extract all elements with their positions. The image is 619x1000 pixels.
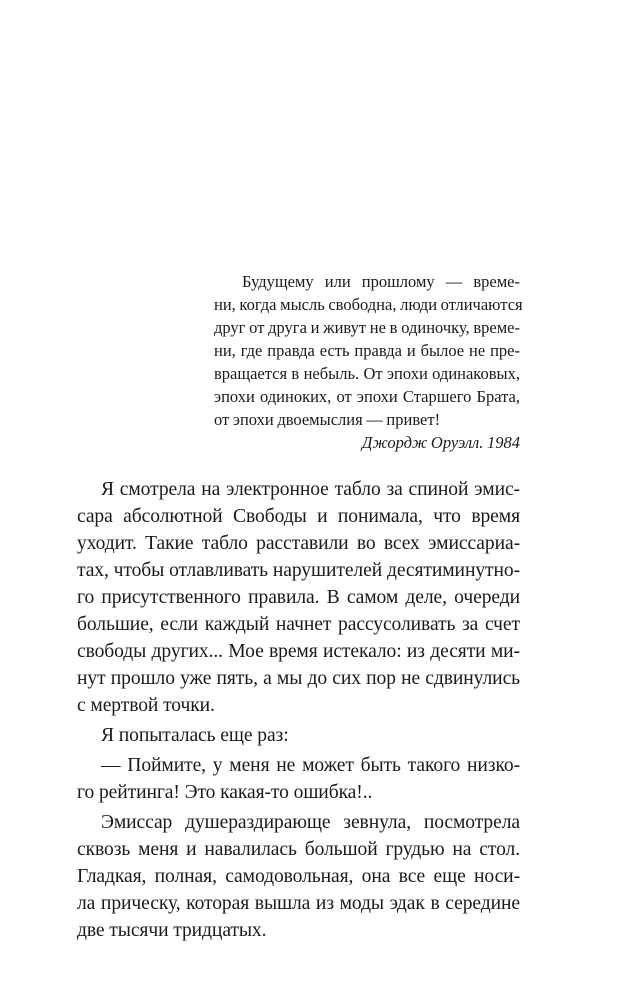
- text-line: Я попыталась еще раз:: [101, 725, 289, 746]
- text-line: го присутственного правила. В самом деле, очереди: [77, 587, 520, 608]
- epigraph-attribution: Джордж Оруэлл. 1984: [361, 433, 520, 452]
- epigraph-line: эпохи одиноких, от эпохи Старшего Брата,: [214, 387, 520, 406]
- text-line: Эмиссар душераздирающе зевнула, посмотрела: [101, 812, 520, 833]
- text-line: две тысячи тридцатых.: [77, 920, 267, 941]
- text-line: — Поймите, у меня не может быть такого низко-: [101, 755, 520, 776]
- text-line: Гладкая, полная, самодовольная, она все еще носи-: [77, 866, 520, 887]
- paragraph-4: [77, 809, 520, 944]
- paragraph-3: [77, 752, 520, 806]
- text-line: свободы других... Мое время истекало: из десяти ми-: [77, 641, 520, 662]
- text-line: с мертвой точки.: [77, 695, 215, 716]
- epigraph-line: ни, где правда есть правда и былое не пре-: [214, 341, 520, 360]
- text-line: сквозь меня и навалилась большой грудью на стол.: [77, 839, 520, 860]
- body-text: [77, 476, 520, 944]
- paragraph-2: [77, 722, 520, 749]
- epigraph-line: от эпохи двоемыслия — привет!: [214, 410, 441, 429]
- text-line: уходит. Такие табло расставили во всех эмиссариа-: [77, 533, 520, 554]
- text-line: Я смотрела на электронное табло за спиной эмис-: [101, 479, 520, 500]
- epigraph-line: друг от друга и живут не в одиночку, време-: [214, 318, 520, 337]
- epigraph: [214, 270, 523, 454]
- paragraph-1: [77, 476, 520, 719]
- text-line: тах, чтобы отлавливать нарушителей десятиминутно-: [77, 560, 520, 581]
- epigraph-line: вращается в небыль. От эпохи одинаковых,: [214, 364, 520, 383]
- text-line: ла прическу, которая вышла из моды эдак в середине: [77, 893, 520, 914]
- epigraph-line: ни, когда мысль свободна, люди отличаются: [214, 295, 523, 314]
- text-line: го рейтинга! Это какая-то ошибка!..: [77, 782, 373, 803]
- text-line: сара абсолютной Свободы и понимала, что время: [77, 506, 520, 527]
- epigraph-line: Будущему или прошлому — време-: [242, 272, 520, 291]
- text-line: большие, если каждый начнет рассусоливать за счет: [77, 614, 520, 635]
- text-line: нут прошло уже пять, а мы до сих пор не сдвинулись: [77, 668, 520, 689]
